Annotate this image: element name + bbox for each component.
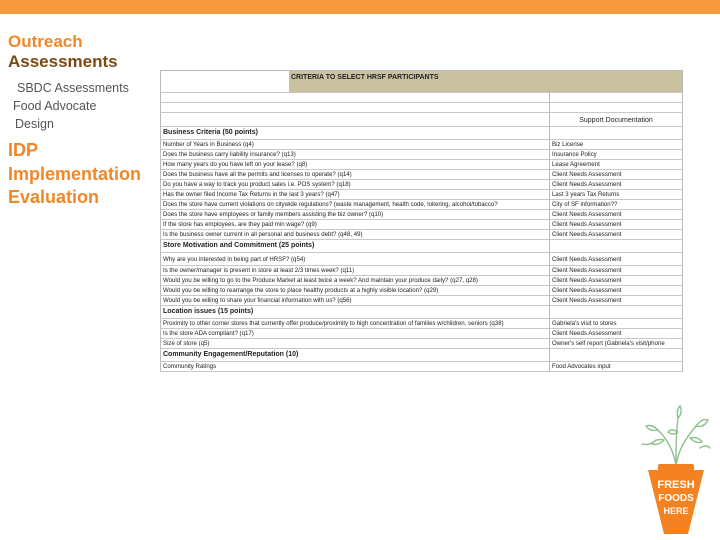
criteria-cell: If the store has employees, are they paid min wage? (q9) <box>160 220 550 229</box>
nav-sub-design: Design <box>15 117 54 132</box>
support-doc-cell <box>550 306 683 318</box>
support-doc-cell: Food Advocates input <box>550 362 683 371</box>
criteria-cell: Number of Years in Business (q4) <box>160 140 550 149</box>
criteria-cell: Proximity to other corner stores that currently offer produce/proximity to high concentration of families w/children, seniors (q38) <box>160 319 550 328</box>
table-row <box>160 160 683 170</box>
support-documentation-header: Support Documentation <box>550 113 683 126</box>
support-doc-cell <box>550 349 683 361</box>
table-row <box>160 319 683 329</box>
table-row <box>160 150 683 160</box>
support-doc-cell <box>550 240 683 252</box>
logo-text-fresh: FRESH <box>657 479 695 491</box>
criteria-cell: Does the business have all the permits and licenses to operate? (q14) <box>160 170 550 179</box>
nav-idp: IDP <box>8 140 39 161</box>
section-header-row <box>160 127 683 140</box>
table-row <box>160 140 683 150</box>
support-doc-cell: Client Needs Assessment <box>550 296 683 305</box>
section-title: Store Motivation and Commitment (25 points) <box>160 240 550 252</box>
support-doc-cell: Client Needs Assessment <box>550 286 683 295</box>
support-doc-cell: Last 3 years Tax Returns <box>550 190 683 199</box>
fresh-foods-here-logo <box>638 404 714 536</box>
support-doc-cell: Client Needs Assessment <box>550 210 683 219</box>
criteria-cell: Would you be willing to go to the Produce Market at least twice a week? And maintain your produce daily? (q27, q28) <box>160 276 550 285</box>
section-title: Business Criteria (50 points) <box>160 127 550 139</box>
support-doc-cell: Client Needs Assessment <box>550 230 683 239</box>
criteria-cell: Would you be willing to share your financial information with us? (q56) <box>160 296 550 305</box>
criteria-cell: Why are you interested in being part of HRSF? (q54) <box>160 253 550 265</box>
criteria-cell: How many years do you have left on your lease? (q8) <box>160 160 550 169</box>
criteria-cell: Does the store have employees or family members assisting the biz owner? (q10) <box>160 210 550 219</box>
criteria-cell: Has the owner filed Income Tax Returns in the last 3 years? (q47) <box>160 190 550 199</box>
nav-assessments: Assessments <box>8 51 118 71</box>
support-doc-cell: Client Needs Assessment <box>550 329 683 338</box>
table-blank-row <box>160 93 683 103</box>
table-body <box>160 127 683 372</box>
nav-sub-food-advocate: Food Advocate <box>13 99 97 114</box>
section-title: Community Engagement/Reputation (10) <box>160 349 550 361</box>
table-header-row <box>160 113 683 127</box>
support-doc-cell: Client Needs Assessment <box>550 266 683 275</box>
criteria-table <box>160 70 683 372</box>
support-doc-cell: Gabriela's visit to stores <box>550 319 683 328</box>
section-header-row <box>160 240 683 253</box>
table-row <box>160 253 683 266</box>
top-accent-bar <box>0 0 720 14</box>
outline-nav <box>8 32 158 210</box>
support-doc-cell <box>550 127 683 139</box>
table-blank-row <box>160 103 683 113</box>
table-row <box>160 266 683 276</box>
table-row <box>160 210 683 220</box>
support-doc-cell: City of SF information?? <box>550 200 683 209</box>
table-row <box>160 220 683 230</box>
criteria-cell: Is the owner/manager is present in store at least 2/3 times week? (q11) <box>160 266 550 275</box>
table-row <box>160 329 683 339</box>
table-row <box>160 200 683 210</box>
support-doc-cell: Client Needs Assessment <box>550 276 683 285</box>
table-row <box>160 170 683 180</box>
criteria-cell: Is the store ADA compliant? (q17) <box>160 329 550 338</box>
table-title: CRITERIA TO SELECT HRSF PARTICIPANTS <box>160 71 550 92</box>
nav-evaluation: Evaluation <box>8 187 100 208</box>
section-title: Location issues (15 points) <box>160 306 550 318</box>
table-row <box>160 230 683 240</box>
support-doc-cell: Owner's self report (Gabriela's visit/phone <box>550 339 683 348</box>
criteria-cell: Does the business carry liability insurance? (q13) <box>160 150 550 159</box>
support-doc-cell: Client Needs Assessment <box>550 253 683 265</box>
logo-text-here: HERE <box>663 506 689 516</box>
support-doc-cell: Client Needs Assessment <box>550 220 683 229</box>
table-row <box>160 339 683 349</box>
criteria-cell: Do you have a way to track you product sales i.e. POS system? (q18) <box>160 180 550 189</box>
support-doc-cell: Insurance Policy <box>550 150 683 159</box>
table-row <box>160 276 683 286</box>
support-doc-cell: Client Needs Assessment <box>550 170 683 179</box>
table-row <box>160 362 683 372</box>
nav-sub-sbdc-assessments: SBDC Assessments <box>17 81 129 96</box>
table-row <box>160 296 683 306</box>
nav-implementation: Implementation <box>8 163 142 184</box>
criteria-cell: Does the store have current violations on citywide regulations? (waste management, health code, loitering, alcohol/tobacco? <box>160 200 550 209</box>
logo-text-foods: FOODS <box>658 493 694 504</box>
nav-outreach: Outreach <box>8 32 83 51</box>
table-row <box>160 180 683 190</box>
support-doc-cell: Client Needs Assessment <box>550 180 683 189</box>
criteria-cell: Community Ratings <box>160 362 550 371</box>
support-doc-cell: Lease Agreement <box>550 160 683 169</box>
section-header-row <box>160 349 683 362</box>
criteria-cell: Is the business owner current in all personal and business debt? (q48, 49) <box>160 230 550 239</box>
criteria-cell: Would you be willing to rearrange the store to place healthy products at a highly visible location? (q29) <box>160 286 550 295</box>
criteria-cell: Size of store (q5) <box>160 339 550 348</box>
table-row <box>160 286 683 296</box>
support-doc-cell: Biz License <box>550 140 683 149</box>
section-header-row <box>160 306 683 319</box>
table-title-row <box>160 71 683 93</box>
table-row <box>160 190 683 200</box>
